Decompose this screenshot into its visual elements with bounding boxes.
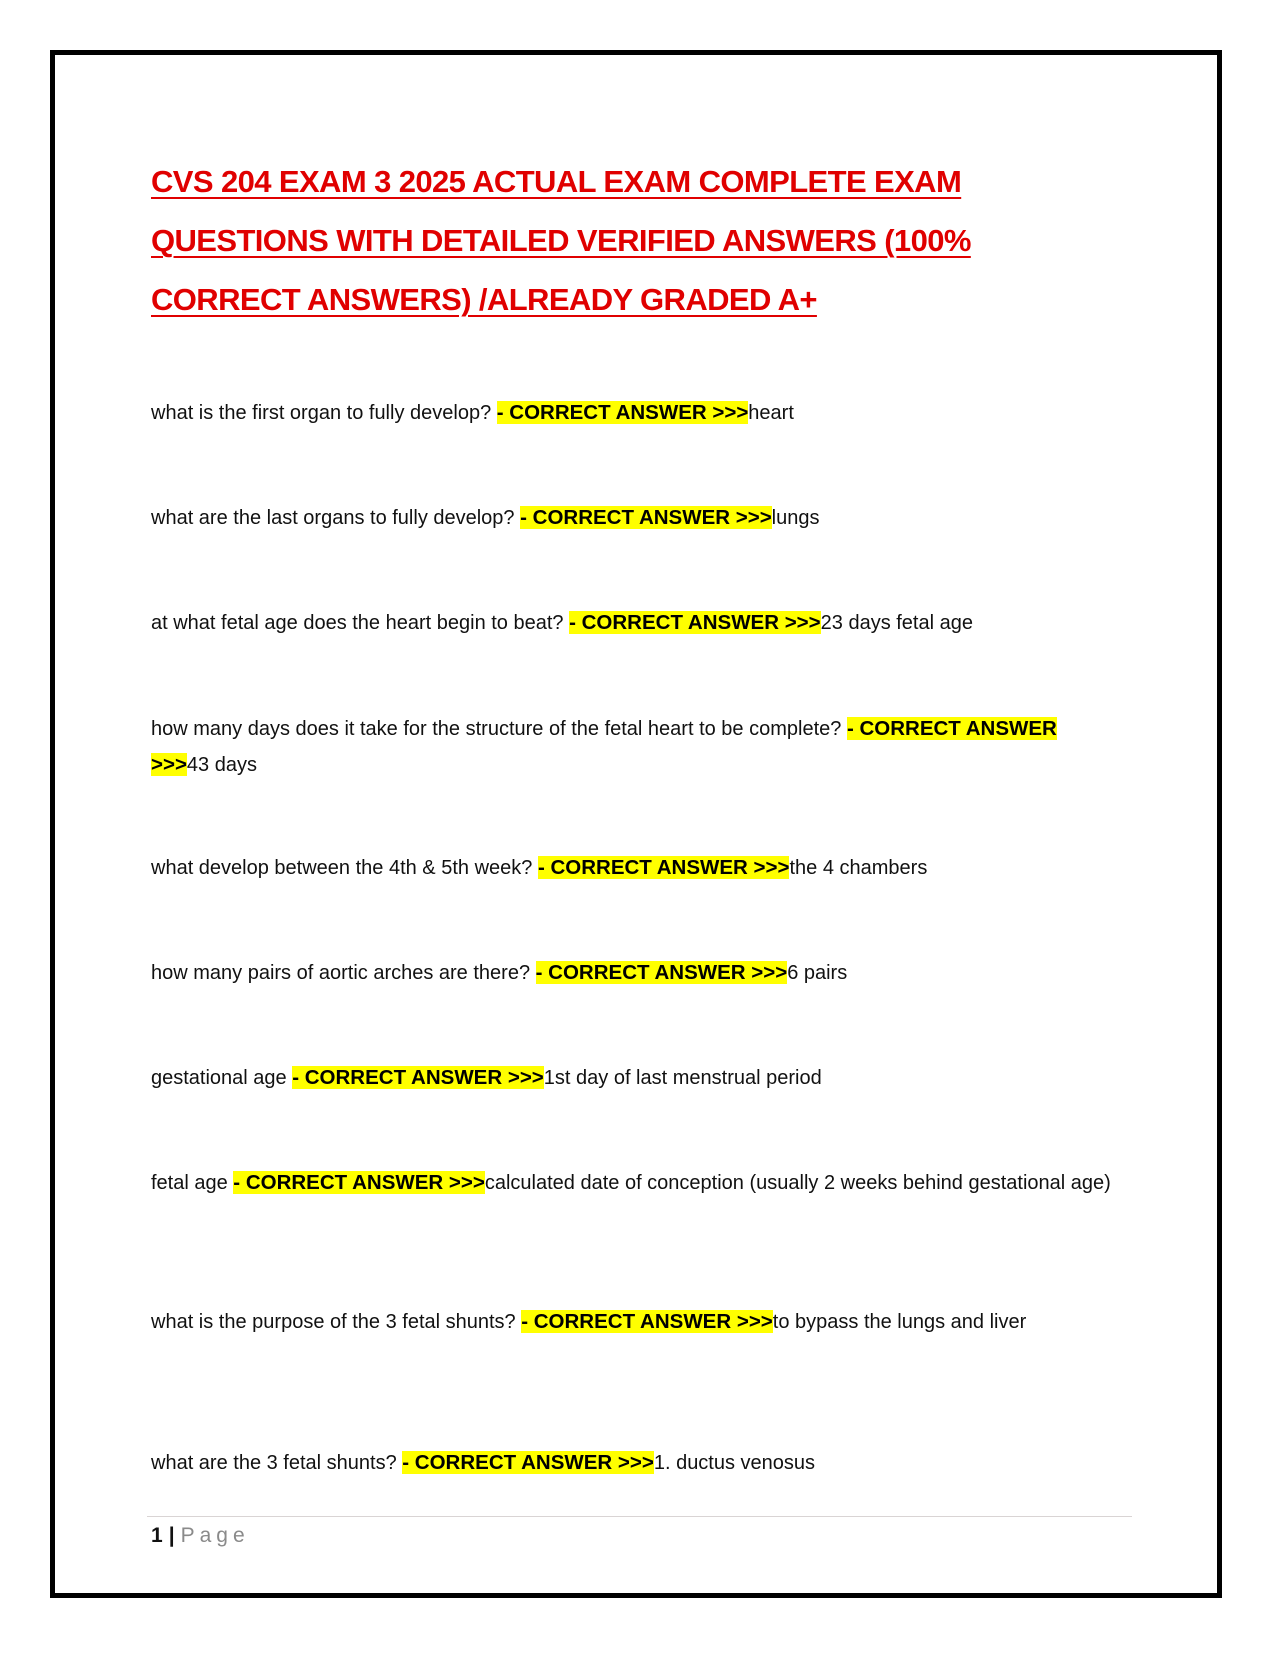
answer-marker: - CORRECT ANSWER >>> (292, 1066, 544, 1089)
answer-text: the 4 chambers (789, 857, 928, 879)
question-text: what are the last organs to fully develop? (151, 507, 521, 529)
answer-text: 6 pairs (787, 962, 848, 984)
page-footer (151, 1522, 250, 1550)
answer-text: 23 days fetal age (820, 612, 973, 634)
question-text: how many days does it take for the structure of the fetal heart to be complete? (151, 718, 847, 740)
footer-divider (147, 1516, 1132, 1517)
qa-item (151, 1060, 1111, 1096)
page-number: 1 (151, 1524, 163, 1547)
answer-text: lungs (771, 507, 820, 529)
qa-item (151, 955, 1111, 991)
answer-marker: - CORRECT ANSWER >>> (520, 506, 772, 529)
qa-item (151, 1304, 1111, 1340)
question-text: what develop between the 4th & 5th week? (151, 857, 538, 879)
qa-item (151, 711, 1111, 783)
answer-marker: - CORRECT ANSWER >>> (569, 611, 821, 634)
qa-item (151, 1165, 1111, 1201)
answer-marker: - CORRECT ANSWER >>> (496, 401, 749, 424)
question-text: gestational age (151, 1067, 293, 1089)
answer-marker: - CORRECT ANSWER >>> (233, 1171, 485, 1194)
qa-item (151, 605, 1111, 641)
answer-text: calculated date of conception (usually 2 weeks behind gestational age) (484, 1172, 1111, 1194)
answer-text: to bypass the lungs and liver (772, 1311, 1027, 1333)
page-label: Page (180, 1524, 250, 1547)
qa-item (151, 1445, 1111, 1481)
question-text: fetal age (151, 1172, 234, 1194)
question-text: what are the 3 fetal shunts? (151, 1452, 403, 1474)
question-text: what is the first organ to fully develop? (151, 402, 497, 424)
footer-separator: | (168, 1524, 175, 1547)
answer-marker: - CORRECT ANSWER >>> (537, 856, 790, 879)
answer-marker: - CORRECT ANSWER >>> (535, 961, 788, 984)
question-text: at what fetal age does the heart begin to beat? (151, 612, 570, 634)
answer-text: 43 days (186, 754, 257, 776)
answer-marker: - CORRECT ANSWER >>> (521, 1310, 773, 1333)
qa-item (151, 500, 1111, 536)
answer-text: 1st day of last menstrual period (543, 1067, 822, 1089)
qa-item (151, 395, 1111, 431)
answer-marker: - CORRECT ANSWER >>> (402, 1451, 654, 1474)
document-title: CVS 204 EXAM 3 2025 ACTUAL EXAM COMPLETE EXAM QUESTIONS WITH DETAILED VERIFIED ANSWERS (100% CORRECT ANSWERS) /ALREADY GRADED A+ (151, 164, 971, 317)
answer-marker: - CORRECT ANSWER >>> (151, 717, 1057, 776)
question-text: how many pairs of aortic arches are there? (151, 962, 536, 984)
answer-text: 1. ductus venosus (653, 1452, 816, 1474)
qa-item (151, 850, 1111, 886)
answer-text: heart (748, 402, 794, 424)
question-text: what is the purpose of the 3 fetal shunts? (151, 1311, 522, 1333)
